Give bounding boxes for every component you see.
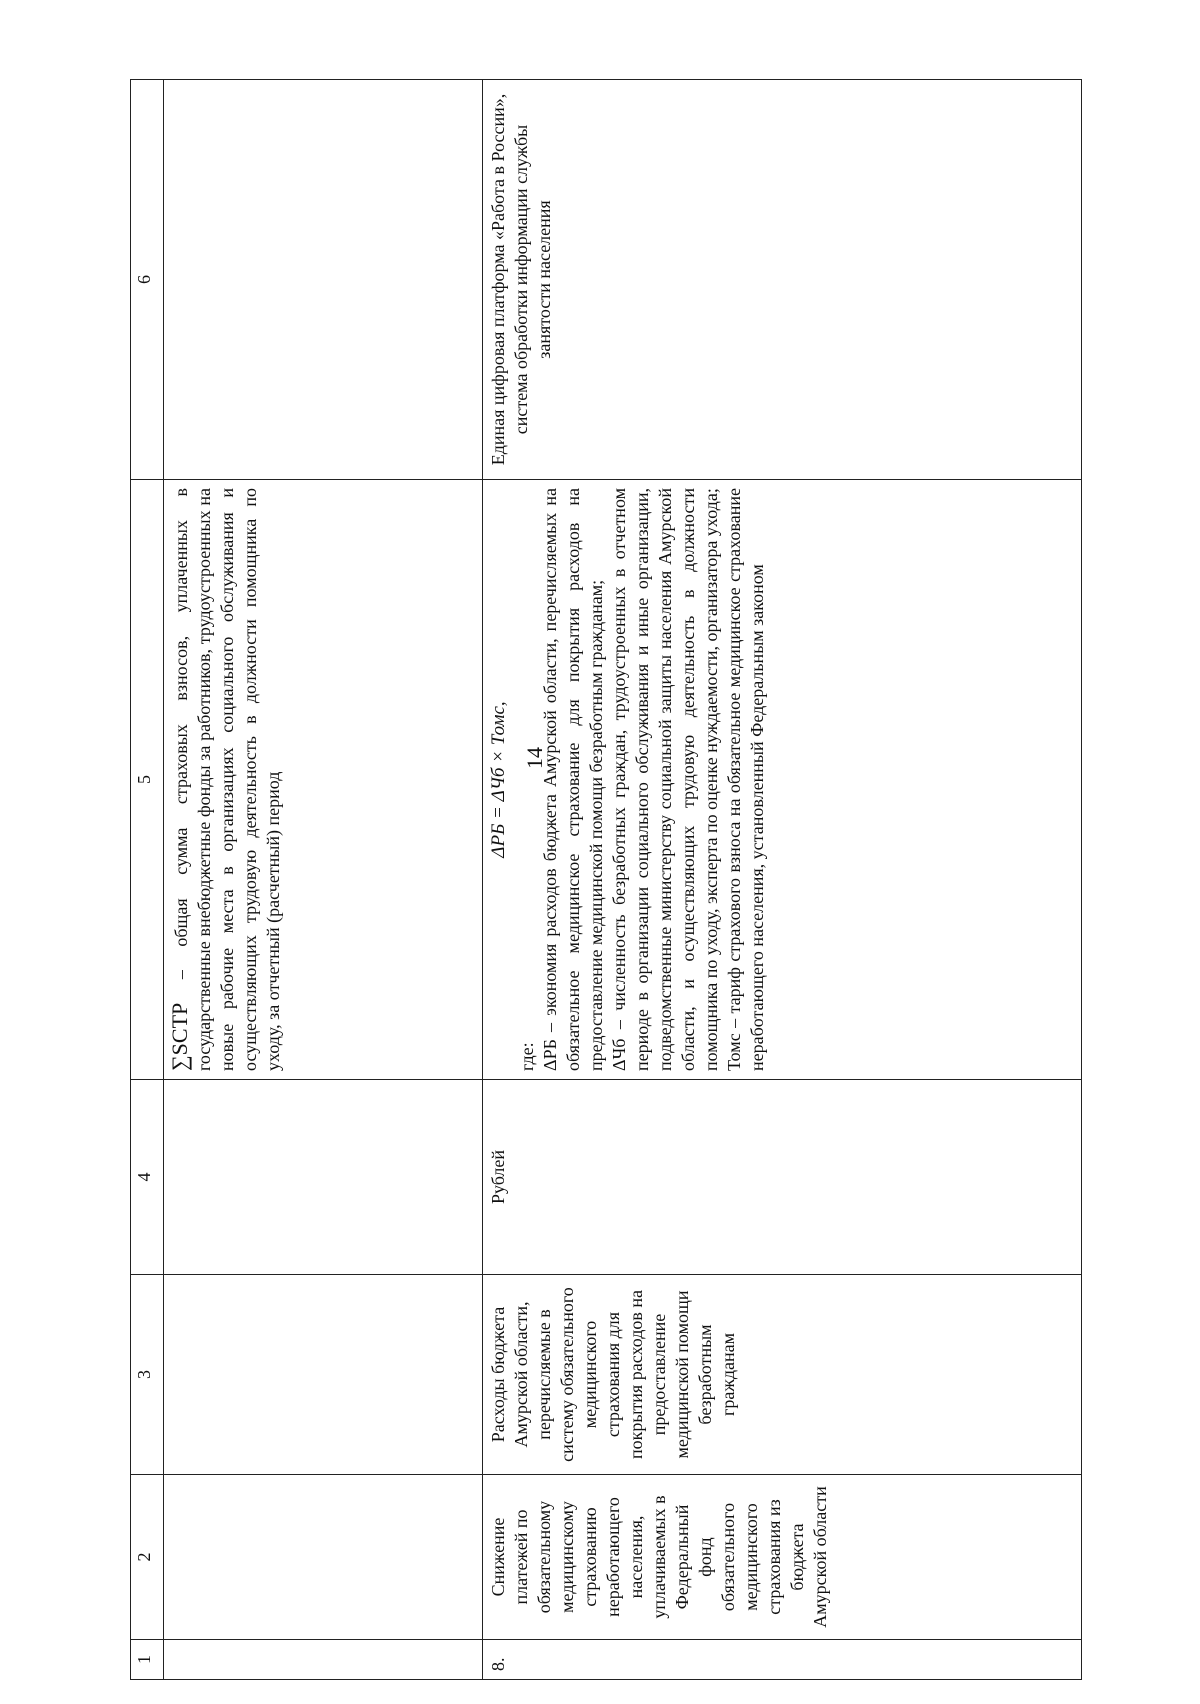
header-col-1: 1 [131,1640,164,1680]
row8-base: Расходы бюджета Амурской области, перечисляемые в систему обязательного медицинского страхования для покрытия расходов на предоставление медицинской помощи безработным гражданам [483,1275,1082,1475]
row8-formula: ΔРБ = ΔЧб × Томс, [488,701,509,858]
row8-def-count: ΔЧб – численность безработных граждан, трудоустроенных в отчетном периоде в организации социального обслуживания и иные организации, подведомственные министерству социальной защиты населения Амурской области, и осуществляющих трудовую деятельность в должности помощника по уходу, эксперта по оценке нуждаемости, организатора ухода; [609,488,721,1071]
rotated-page [130,80,1090,1680]
row8-number: 8. [483,1640,1082,1680]
continuation-row [164,80,483,1680]
header-col-3: 3 [131,1275,164,1475]
cont-cell-2 [164,1475,483,1640]
cont-cell-4 [164,1080,483,1275]
cont-cell-1 [164,1640,483,1680]
header-col-5: 5 [131,480,164,1080]
header-row [131,80,164,1680]
cont-cell-3 [164,1275,483,1475]
indicator-table [130,79,1082,1680]
row8-indicator: Снижение платежей по обязательному медицинскому страхованию неработающего населения, уплачиваемых в Федеральный фонд обязательного медицинского страхования из бюджета Амурской области [483,1475,1082,1640]
row8-source: Единая цифровая платформа «Работа в России», система обработки информации службы занятости населения [483,80,1082,480]
header-col-6: 6 [131,80,164,480]
row8-def-savings: ΔРБ – экономия расходов бюджета Амурской области, перечисляемых на обязательное медицинское страхование для покрытия расходов на предоставление медицинской помощи безработным гражданам; [540,488,606,1071]
cont-cell-5 [164,480,483,1080]
row8-calculation [483,480,1082,1080]
sum-symbol: ∑SСТР [167,1002,192,1071]
header-col-2: 2 [131,1475,164,1640]
sum-definition: – общая сумма страховых взносов, уплаченных в государственные внебюджетные фонды за работников, трудоустроенных на новые рабочие места в организациях социального обслуживания и осуществляющих трудовую деятельность в должности помощника по уходу, за отчетный (расчетный) период [171,488,283,1071]
row-8 [483,80,1082,1680]
header-col-4: 4 [131,1080,164,1275]
row8-def-tariff: Томс – тариф страхового взноса на обязательное медицинское страхование неработающего населения, установленный Федеральным законом [724,488,767,1071]
cont-cell-6 [164,80,483,480]
row8-unit: Рублей [483,1080,1082,1275]
page-number: 14 [522,747,547,769]
row8-where: где: [517,1042,537,1071]
